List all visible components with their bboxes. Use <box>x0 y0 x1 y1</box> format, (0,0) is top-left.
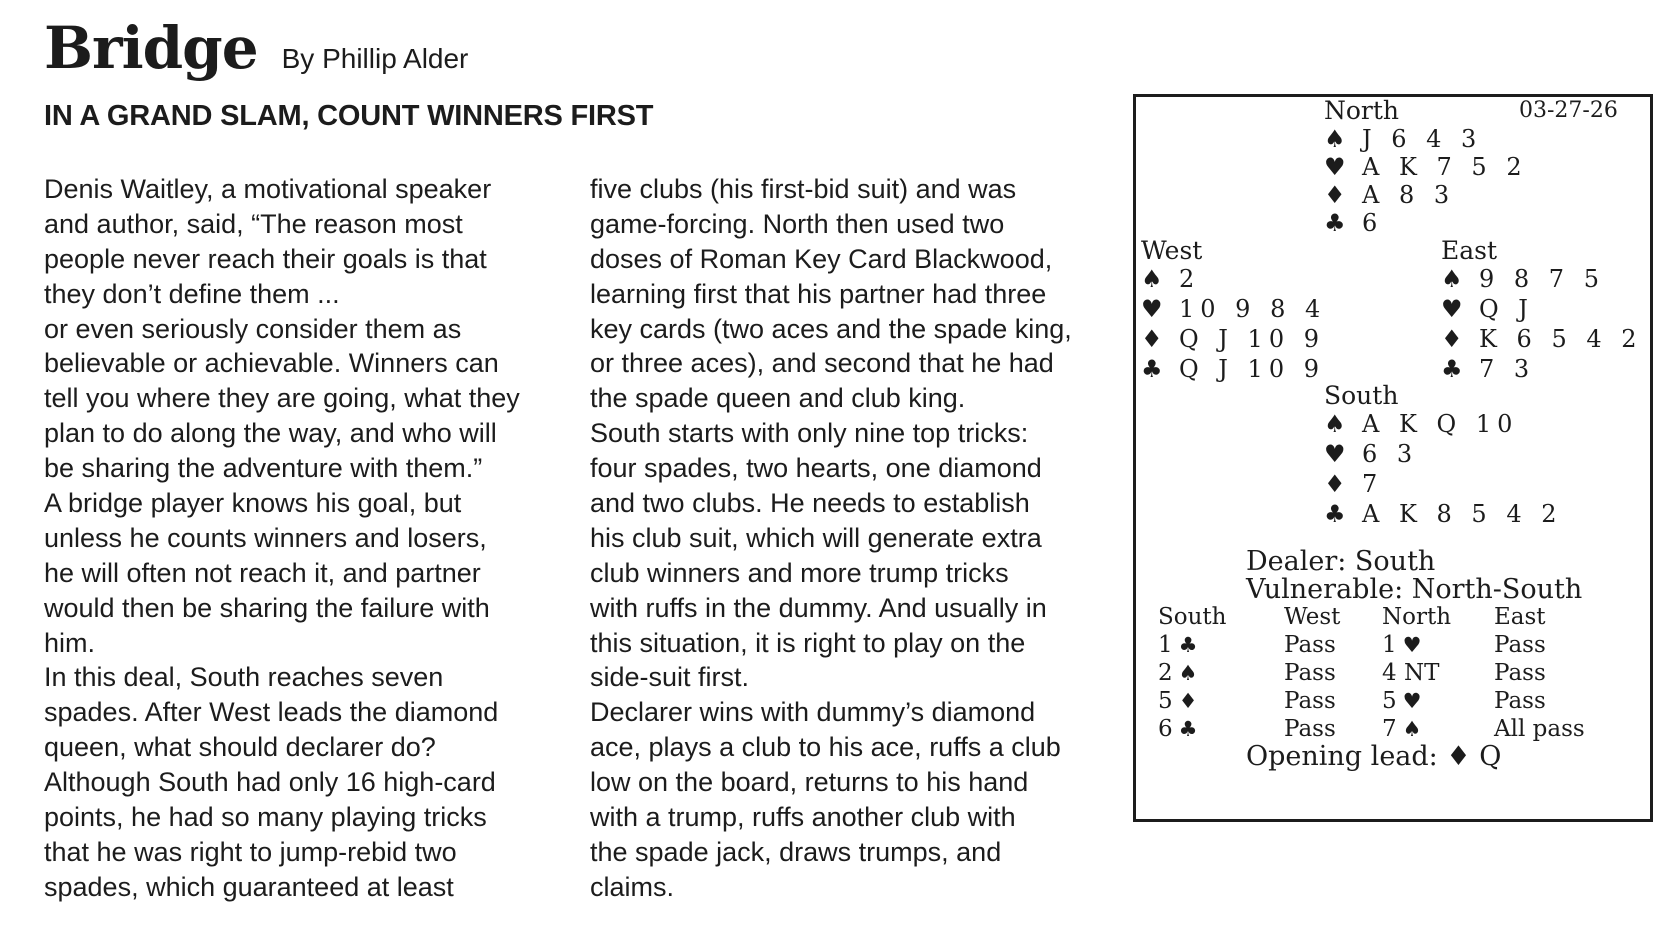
south-hearts-cards: 6 3 <box>1362 440 1419 468</box>
article-line: or even seriously consider them as <box>44 313 462 344</box>
suit-icon: ♥ <box>1402 689 1422 713</box>
north-hearts-cards: A K 7 5 2 <box>1362 153 1528 181</box>
auction-bid-level: Pass <box>1284 660 1336 686</box>
auction-header-east: East <box>1494 604 1546 630</box>
east-hearts <box>1441 295 1534 323</box>
article-line: he will often not reach it, and partner <box>44 557 481 588</box>
heart-icon: ♥ <box>1441 295 1463 323</box>
west-spades-cards: 2 <box>1179 265 1201 293</box>
article-line: queen, what should declarer do? <box>44 732 436 763</box>
article-line: points, he had so many playing tricks <box>44 802 487 833</box>
auction-bid <box>1494 631 1546 659</box>
spade-icon: ♠ <box>1324 410 1346 438</box>
article-line: this situation, it is right to play on the <box>590 627 1026 658</box>
article-line: be sharing the adventure with them.” <box>44 453 483 484</box>
article-line: low on the board, returns to his hand <box>590 767 1029 798</box>
suit-icon: ♠ <box>1402 717 1422 741</box>
auction-bid <box>1494 687 1546 715</box>
article-line: and author, said, “The reason most <box>44 208 463 239</box>
west-hearts-cards: 10 9 8 4 <box>1179 295 1327 323</box>
auction-bid <box>1382 687 1421 715</box>
vulnerable-line: Vulnerable: North-South <box>1246 574 1583 605</box>
west-hearts <box>1141 295 1326 323</box>
auction-bid <box>1382 715 1421 743</box>
article-line: key cards (two aces and the spade king, <box>590 313 1072 344</box>
auction-bid <box>1494 659 1546 687</box>
auction-bid-level: Pass <box>1284 632 1336 658</box>
article-line: ace, plays a club to his ace, ruffs a club <box>590 732 1061 763</box>
article-line: Denis Waitley, a motivational speaker <box>44 174 492 204</box>
diamond-icon: ♦ <box>1441 325 1463 353</box>
article-line: plan to do along the way, and who will <box>44 418 497 449</box>
bridge-diagram <box>1133 94 1653 822</box>
opening-lead-card: Q <box>1479 741 1502 772</box>
auction-bid <box>1158 631 1197 659</box>
spade-icon: ♠ <box>1141 265 1163 293</box>
article-line: A bridge player knows his goal, but <box>44 488 462 519</box>
west-diamonds-cards: Q J 10 9 <box>1179 325 1325 353</box>
article-line: the spade queen and club king. <box>590 383 966 414</box>
east-clubs-cards: 7 3 <box>1479 355 1536 383</box>
article-line: spades. After West leads the diamond <box>44 697 499 728</box>
east-clubs <box>1441 355 1535 383</box>
article-line: South starts with only nine top tricks: <box>590 418 1029 449</box>
article-column-1 <box>44 172 564 905</box>
auction-bid-level: 5 <box>1158 688 1173 714</box>
masthead <box>44 14 468 84</box>
auction-bid-level: 7 <box>1382 716 1397 742</box>
south-diamonds <box>1324 470 1383 498</box>
diamond-icon: ♦ <box>1141 325 1163 353</box>
auction-bid <box>1494 715 1585 743</box>
article-line: In this deal, South reaches seven <box>44 662 444 693</box>
article-line: doses of Roman Key Card Blackwood, <box>590 243 1053 274</box>
heart-icon: ♥ <box>1324 153 1346 181</box>
west-clubs-cards: Q J 10 9 <box>1179 355 1325 383</box>
east-diamonds-cards: K 6 5 4 2 <box>1479 325 1643 353</box>
club-icon: ♣ <box>1441 355 1463 383</box>
auction-bid-level: 1 <box>1382 632 1397 658</box>
article-line: side-suit first. <box>590 662 750 693</box>
article-line: unless he counts winners and losers, <box>44 522 487 553</box>
article-line: Although South had only 16 high-card <box>44 767 496 798</box>
article-column-2 <box>590 172 1110 905</box>
south-clubs <box>1324 500 1562 528</box>
north-hearts <box>1324 153 1528 181</box>
article-line: or three aces), and second that he had <box>590 348 1054 379</box>
north-spades <box>1324 125 1482 153</box>
auction-header-west: West <box>1284 604 1341 630</box>
suit-icon: ♣ <box>1178 633 1198 657</box>
club-icon: ♣ <box>1141 355 1163 383</box>
dealer-line: Dealer: South <box>1246 546 1436 577</box>
byline: By Phillip Alder <box>281 43 469 74</box>
auction-bid-level: Pass <box>1494 660 1546 686</box>
east-diamonds <box>1441 325 1643 353</box>
article-line: club winners and more trump tricks <box>590 557 1009 588</box>
auction-bid-level: 1 <box>1158 632 1173 658</box>
south-diamonds-cards: 7 <box>1362 470 1384 498</box>
spade-icon: ♠ <box>1441 265 1463 293</box>
heart-icon: ♥ <box>1324 440 1346 468</box>
article-line: with ruffs in the dummy. And usually in <box>590 592 1047 623</box>
south-clubs-cards: A K 8 5 4 2 <box>1362 500 1563 528</box>
north-clubs <box>1324 209 1383 237</box>
article-line: would then be sharing the failure with <box>44 592 490 623</box>
article-line: and two clubs. He needs to establish <box>590 488 1030 519</box>
article-line: him. <box>44 627 96 658</box>
east-label: East <box>1441 236 1498 265</box>
auction-bid-level: Pass <box>1284 716 1336 742</box>
suit-icon: ♠ <box>1178 661 1198 685</box>
article-line: that he was right to jump-rebid two <box>44 836 457 867</box>
auction-bid-level: 2 <box>1158 660 1173 686</box>
west-spades <box>1141 265 1200 293</box>
diagram-date: 03-27-26 <box>1519 98 1618 123</box>
suit-icon: ♣ <box>1178 717 1198 741</box>
article-line: Declarer wins with dummy’s diamond <box>590 697 1036 728</box>
auction-bid <box>1158 687 1197 715</box>
auction-bid-level: 6 <box>1158 716 1173 742</box>
auction-bid-level: 5 <box>1382 688 1397 714</box>
article-line: five clubs (his first-bid suit) and was <box>590 174 1017 204</box>
auction-header-south: South <box>1158 604 1227 630</box>
auction-bid <box>1158 715 1197 743</box>
east-spades-cards: 9 8 7 5 <box>1479 265 1605 293</box>
west-diamonds <box>1141 325 1325 353</box>
spade-icon: ♠ <box>1324 125 1346 153</box>
east-spades <box>1441 265 1605 293</box>
article-line: claims. <box>590 871 675 902</box>
south-label: South <box>1324 381 1399 410</box>
auction-bid <box>1158 659 1197 687</box>
article-line: believable or achievable. Winners can <box>44 348 499 379</box>
auction-bid <box>1284 631 1336 659</box>
article-line: with a trump, ruffs another club with <box>590 802 1016 833</box>
diamond-icon: ♦ <box>1324 181 1346 209</box>
column-title: Bridge <box>44 14 258 82</box>
diamond-icon: ♦ <box>1446 741 1471 772</box>
article-line: the spade jack, draws trumps, and <box>590 836 1002 867</box>
opening-lead-label: Opening lead: <box>1246 741 1438 772</box>
south-spades <box>1324 410 1518 438</box>
north-spades-cards: J 6 4 3 <box>1362 125 1483 153</box>
north-clubs-cards: 6 <box>1362 209 1384 237</box>
club-icon: ♣ <box>1324 209 1346 237</box>
auction-bid <box>1284 659 1336 687</box>
heart-icon: ♥ <box>1141 295 1163 323</box>
north-label: North <box>1324 96 1400 125</box>
article-line: people never reach their goals is that <box>44 243 487 274</box>
article-line: spades, which guaranteed at least <box>44 871 454 902</box>
auction-bid-level: 4 NT <box>1382 660 1440 686</box>
article-line: tell you where they are going, what they <box>44 383 520 414</box>
diamond-icon: ♦ <box>1324 470 1346 498</box>
article-line: four spades, two hearts, one diamond <box>590 453 1042 484</box>
article-line: learning first that his partner had three <box>590 278 1047 309</box>
auction-bid <box>1382 631 1421 659</box>
club-icon: ♣ <box>1324 500 1346 528</box>
north-diamonds-cards: A 8 3 <box>1362 181 1456 209</box>
auction-header-north: North <box>1382 604 1452 630</box>
west-clubs <box>1141 355 1325 383</box>
north-diamonds <box>1324 181 1455 209</box>
auction-bid-level: Pass <box>1284 688 1336 714</box>
east-hearts-cards: Q J <box>1479 295 1534 323</box>
south-hearts <box>1324 440 1418 468</box>
suit-icon: ♥ <box>1402 633 1422 657</box>
article-line: game-forcing. North then used two <box>590 208 1005 239</box>
auction-bid-level: All pass <box>1494 716 1585 742</box>
auction-bid <box>1382 659 1439 687</box>
auction-bid-level: Pass <box>1494 632 1546 658</box>
auction-bid <box>1284 687 1336 715</box>
headline: IN A GRAND SLAM, COUNT WINNERS FIRST <box>44 100 654 132</box>
opening-lead <box>1246 743 1501 771</box>
suit-icon: ♦ <box>1178 689 1198 713</box>
west-label: West <box>1141 236 1203 265</box>
article-line: his club suit, which will generate extra <box>590 522 1042 553</box>
south-spades-cards: A K Q 10 <box>1362 410 1519 438</box>
auction-bid-level: Pass <box>1494 688 1546 714</box>
auction-bid <box>1284 715 1336 743</box>
article-line: they don’t define them ... <box>44 278 340 309</box>
